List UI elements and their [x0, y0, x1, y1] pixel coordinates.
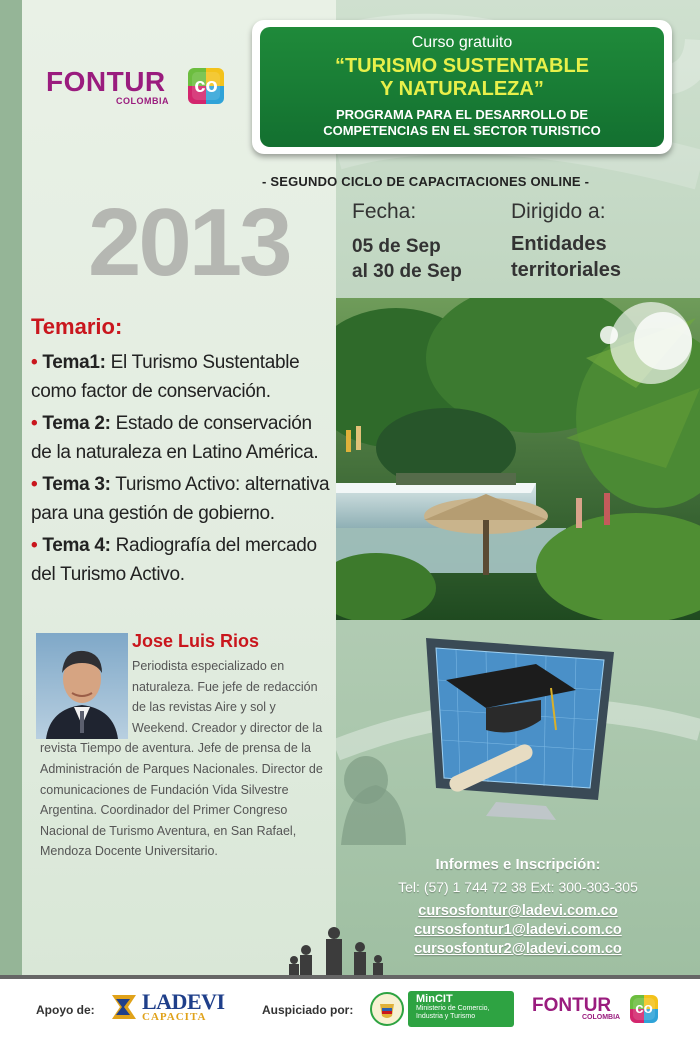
- computer-graduation-icon: [336, 620, 700, 845]
- syllabus-item: [31, 409, 331, 467]
- syllabus-item: [31, 348, 331, 406]
- footer: [0, 979, 700, 1041]
- left-strip: [0, 0, 22, 975]
- audience-line1: Entidades: [511, 233, 607, 255]
- bullet-icon: •: [31, 474, 43, 495]
- footer-co-badge-text: co: [633, 998, 655, 1020]
- year: 2013: [88, 189, 290, 296]
- bullet-icon: •: [31, 413, 43, 434]
- colombia-seal-icon: [370, 992, 404, 1026]
- topic-name: Tema 3:: [42, 474, 111, 495]
- ladevi-sub: CAPACITA: [142, 1011, 207, 1023]
- course-title-line1: “TURISMO SUSTENTABLE: [334, 55, 590, 77]
- bio-rest: revista Tiempo de aventura. Jefe de prensa de la Administración de Parques Nacionales. Director de comunicaciones de Fundación Vida Silvestre Argentina. Coordinador del Primer Congreso Nacional de Turismo Aventura, en San Rafael, Mendoza Docente Universitario.: [40, 741, 323, 859]
- audience-line2: territoriales: [511, 259, 622, 281]
- support-label: Apoyo de:: [36, 1003, 95, 1017]
- program-line2: COMPETENCIAS EN EL SECTOR TURISTICO: [323, 123, 601, 138]
- syllabus-item: [31, 531, 331, 589]
- presenter-bio: [40, 656, 330, 862]
- topic-name: Tema 4:: [42, 535, 111, 556]
- course-title: [260, 55, 664, 101]
- presenter-name: Jose Luis Rios: [132, 631, 260, 651]
- audience-value: [511, 231, 681, 283]
- decor-bubble: [634, 312, 692, 370]
- logo-brand: FONTUR: [46, 66, 166, 97]
- co-badge-icon: [188, 68, 224, 104]
- cycle-subtitle: - SEGUNDO CICLO DE CAPACITACIONES ONLINE -: [262, 174, 590, 189]
- ladevi-name: LADEVI: [142, 989, 225, 1014]
- syllabus-list: [31, 348, 331, 592]
- date-label: Fecha:: [352, 200, 417, 223]
- topic-text: Turismo Activo: alternativa para una gestión de gobierno.: [31, 474, 330, 524]
- sponsor-label: Auspiciado por:: [262, 1003, 354, 1017]
- topic-name: Tema 2:: [42, 413, 111, 434]
- email-link[interactable]: cursosfontur@ladevi.com.co: [418, 903, 618, 919]
- footer-co-badge-icon: [630, 995, 658, 1023]
- footer-logo-country: COLOMBIA: [582, 1014, 621, 1021]
- bio-line: naturaleza. Fue jefe de redacción: [132, 679, 318, 694]
- ladevi-mark-icon: [108, 991, 140, 1023]
- email-list: [336, 903, 700, 957]
- phone-number: Tel: (57) 1 744 72 38 Ext: 300-303-305: [398, 879, 638, 895]
- people-silhouette-icon: [286, 925, 386, 975]
- bio-line: Periodista especializado en: [132, 659, 285, 673]
- program-description: [260, 107, 664, 139]
- topic-text: Estado de conservación de la naturaleza en Latino América.: [31, 413, 319, 463]
- syllabus-item: [31, 470, 331, 528]
- topic-text: El Turismo Sustentable como factor de conservación.: [31, 352, 300, 402]
- course-title-line2: Y NATURALEZA”: [380, 78, 544, 100]
- topic-text: Radiografía del mercado del Turismo Activo.: [31, 535, 317, 585]
- title-box: [252, 20, 672, 154]
- mincit-logo: [408, 991, 514, 1027]
- footer-fontur-logo: [532, 995, 653, 1021]
- contact-heading: Informes e Inscripción:: [435, 856, 601, 873]
- bullet-icon: •: [31, 352, 43, 373]
- email-link[interactable]: cursosfontur1@ladevi.com.co: [414, 922, 622, 938]
- footer-logo-brand: FONTUR: [532, 995, 612, 1016]
- program-line1: PROGRAMA PARA EL DESARROLLO DE: [335, 107, 589, 122]
- topic-name: Tema1:: [42, 352, 106, 373]
- course-type: Curso gratuito: [411, 34, 513, 51]
- waterfall-photo: [336, 298, 700, 620]
- co-badge-text: co: [192, 72, 220, 100]
- elearning-illustration: [336, 620, 700, 845]
- decor-bubble: [600, 326, 618, 344]
- bullet-icon: •: [31, 535, 43, 556]
- ladevi-logo: [108, 989, 230, 1025]
- audience-label: Dirigido a:: [511, 200, 606, 223]
- email-link[interactable]: cursosfontur2@ladevi.com.co: [414, 941, 622, 957]
- syllabus-title: Temario:: [31, 314, 123, 339]
- mincit-name: MinCIT: [416, 993, 453, 1005]
- date-start: 05 de Sep: [352, 236, 441, 257]
- logo-country: COLOMBIA: [116, 96, 169, 106]
- mincit-sub: Ministerio de Comercio, Industria y Turismo: [416, 1005, 490, 1020]
- bio-line: Weekend. Creador y director de la: [132, 720, 323, 735]
- contact-section: [336, 850, 700, 957]
- date-value: [352, 234, 502, 284]
- date-end: al 30 de Sep: [352, 261, 462, 282]
- title-box-inner: [260, 27, 664, 147]
- bio-line: de las revistas Aire y sol y: [132, 700, 276, 715]
